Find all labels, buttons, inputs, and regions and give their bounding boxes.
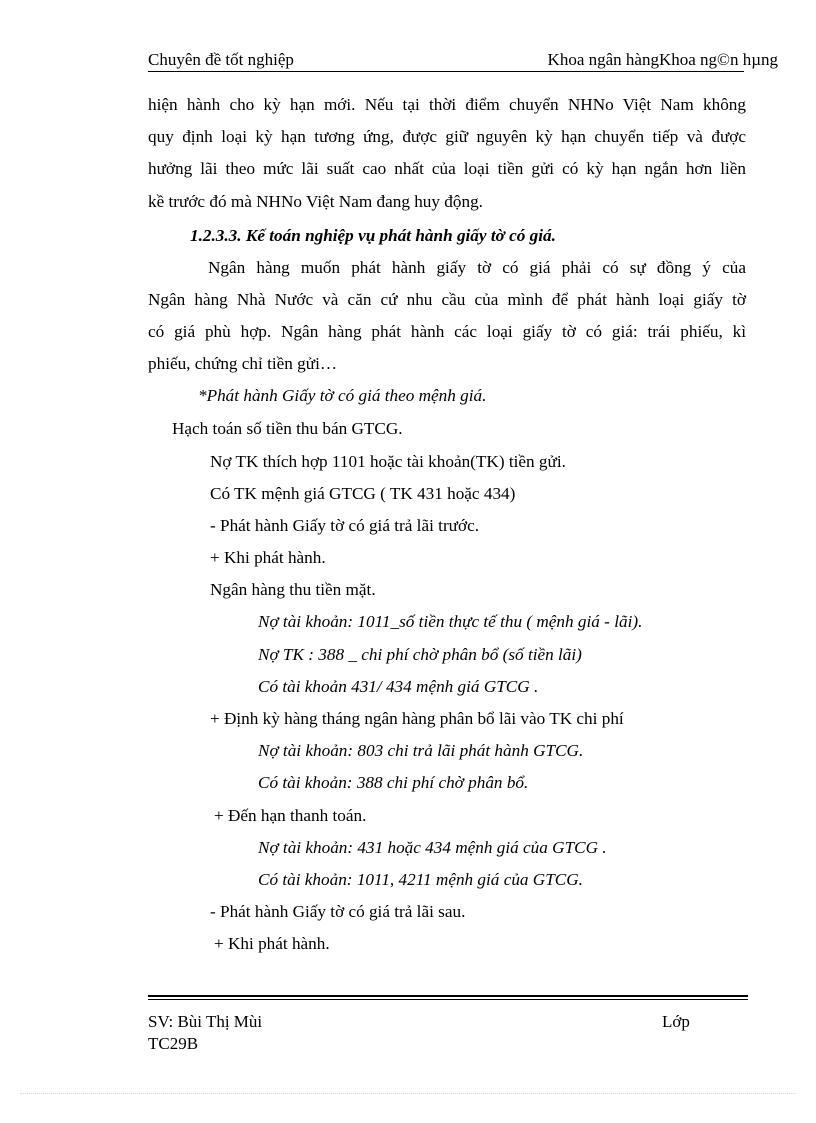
text-line-hach-toan: Hạch toán số tiền thu bán GTCG. xyxy=(172,419,403,438)
footer-class-label: Lớp xyxy=(662,1012,690,1031)
text-line-co-tk: Có TK mệnh giá GTCG ( TK 431 hoặc 434) xyxy=(210,484,516,503)
footer-student-name: SV: Bùi Thị Mùi xyxy=(148,1012,263,1031)
header-left-title: Chuyên đề tốt nghiệp xyxy=(148,50,294,69)
paragraph-1-line-4: kề trước đó mà NHNo Việt Nam đang huy động. xyxy=(148,192,483,211)
text-line-tra-lai-truoc: - Phát hành Giấy tờ có giá trả lãi trước. xyxy=(210,516,479,535)
text-line-khi-phat-hanh: + Khi phát hành. xyxy=(210,548,326,567)
footer-rule-thick xyxy=(148,995,748,997)
entry-line-3: Có tài khoản 431/ 434 mệnh giá GTCG . xyxy=(258,677,539,696)
paragraph-2-line-2: Ngân hàng Nhà Nước và căn cứ nhu cầu của mình để phát hành loại giấy tờ xyxy=(148,290,746,309)
entry-line-4: Nợ tài khoản: 803 chi trả lãi phát hành GTCG. xyxy=(258,741,584,760)
header-rule xyxy=(148,71,744,72)
paragraph-1-line-1: hiện hành cho kỳ hạn mới. Nếu tại thời điểm chuyển NHNo Việt Nam không xyxy=(148,95,746,114)
entry-line-7: Có tài khoản: 1011, 4211 mệnh giá của GTCG. xyxy=(258,870,583,889)
page-bottom-border xyxy=(20,1093,796,1094)
entry-line-2: Nợ TK : 388 _ chi phí chờ phân bổ (số tiền lãi) xyxy=(258,645,582,664)
entry-line-6: Nợ tài khoản: 431 hoặc 434 mệnh giá của GTCG . xyxy=(258,838,607,857)
paragraph-2-line-4: phiếu, chứng chỉ tiền gửi… xyxy=(148,354,338,373)
section-heading: 1.2.3.3. Kế toán nghiệp vụ phát hành giấy tờ có giá. xyxy=(190,226,556,245)
text-line-den-han: + Đến hạn thanh toán. xyxy=(214,806,367,825)
paragraph-2-line-3: có giá phù hợp. Ngân hàng phát hành các loại giấy tờ có giá: trái phiếu, kì xyxy=(148,322,746,341)
text-line-tra-lai-sau: - Phát hành Giấy tờ có giá trả lãi sau. xyxy=(210,902,466,921)
text-line-no-tk: Nợ TK thích hợp 1101 hoặc tài khoản(TK) tiền gửi. xyxy=(210,452,566,471)
footer-rule-thin xyxy=(148,999,748,1000)
entry-line-5: Có tài khoản: 388 chi phí chờ phân bổ. xyxy=(258,773,529,792)
text-line-khi-phat-hanh-2: + Khi phát hành. xyxy=(214,934,330,953)
header-right-title: Khoa ngân hàngKhoa ng©n hµng xyxy=(547,50,778,69)
entry-line-1: Nợ tài khoản: 1011_số tiền thực tế thu ( mệnh giá - lãi). xyxy=(258,612,643,631)
text-line-ngan-hang-thu: Ngân hàng thu tiền mặt. xyxy=(210,580,376,599)
paragraph-1-line-2: quy định loại kỳ hạn tương ứng, được giữ nguyên kỳ hạn chuyển tiếp và được xyxy=(148,127,746,146)
page-header xyxy=(148,48,778,72)
paragraph-1-line-3: hưởng lãi theo mức lãi suất cao nhất của loại tiền gửi có kỳ hạn ngắn hơn liền xyxy=(148,159,746,178)
paragraph-2-line-1: Ngân hàng muốn phát hành giấy tờ có giá phải có sự đồng ý của xyxy=(208,258,746,277)
footer-class-code: TC29B xyxy=(148,1034,199,1053)
text-line-dinh-ky: + Định kỳ hàng tháng ngân hàng phân bổ lãi vào TK chi phí xyxy=(210,709,624,728)
sub-heading: *Phát hành Giấy tờ có giá theo mệnh giá. xyxy=(198,386,487,405)
